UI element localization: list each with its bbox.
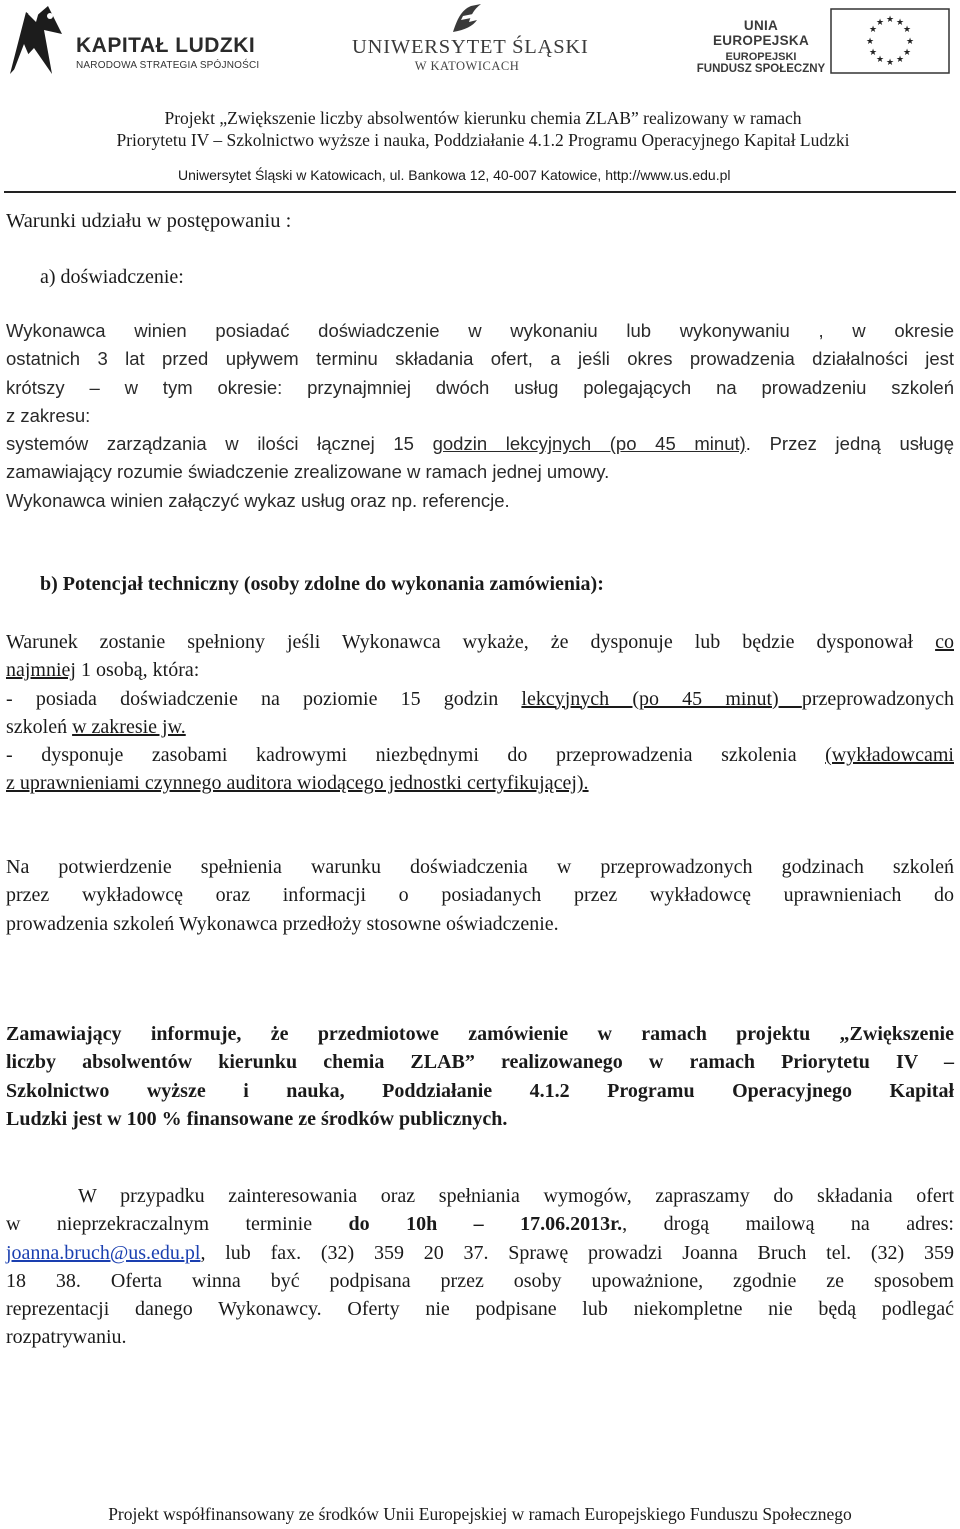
section-a-label: a) doświadczenie: [40, 266, 184, 288]
section-a-line: z zakresu: [6, 404, 91, 426]
eu-line-3: FUNDUSZ SPOŁECZNY [696, 63, 826, 75]
section-a-line: ostatnich 3 lat przed upływem terminu składania ofert, a jeśli okres prowadzenia działalności jest [6, 348, 954, 370]
section-b-line: - posiada doświadczenie na poziomie 15 godzin lekcyjnych (po 45 minut) przeprowadzonych [6, 687, 954, 710]
section-a-line: Wykonawca winien posiadać doświadczenie w wykonaniu lub wykonywaniu , w okresie [6, 320, 954, 341]
section-b-label: b) Potencjał techniczny (osoby zdolne do wykonania zamówienia): [40, 573, 604, 595]
kapital-ludzki-subtitle: NARODOWA STRATEGIA SPÓJNOŚCI [76, 60, 260, 71]
section-a-line-services: systemów zarządzania w ilości łącznej 15 godzin lekcyjnych (po 45 minut). Przez jedną usługę [6, 433, 954, 455]
university-city: W KATOWICACH [414, 59, 520, 73]
svg-text:★: ★ [895, 55, 905, 65]
svg-text:★: ★ [902, 48, 912, 58]
section-a-line: zamawiający rozumie świadczenie zrealizowane w ramach jednej umowy. [6, 461, 610, 483]
confirmation-line: Na potwierdzenie spełnienia warunku doświadczenia w przeprowadzonych godzinach szkoleń [6, 856, 954, 878]
closing-line: reprezentacji danego Wykonawcy. Oferty nie podpisane lub niekompletne nie będą podlegać [6, 1298, 954, 1321]
section-a-line: krótszy – w tym okresie: przynajmniej dwóch usług polegających na prowadzeniu szkoleń [6, 376, 954, 398]
section-a-line: Wykonawca winien załączyć wykaz usług oraz np. referencje. [6, 489, 510, 511]
closing-paragraph [6, 1182, 954, 1352]
university-address: Uniwersytet Śląski w Katowicach, ul. Bankowa 12, 40-007 Katowice, http://www.us.edu.pl [178, 167, 731, 183]
section-b-line: z uprawnieniami czynnego auditora wiodącego jednostki certyfikującej). [6, 772, 589, 795]
confirmation-line: prowadzenia szkoleń Wykonawca przedłoży stosowne oświadczenie. [6, 912, 559, 935]
project-description [48, 107, 918, 151]
funding-line: Szkolnictwo wyższe i nauka, Poddziałanie 4.1.2 Programu Operacyjnego Kapitał [6, 1079, 954, 1102]
svg-text:★: ★ [885, 15, 895, 25]
closing-line-deadline: w nieprzekraczalnym terminie do 10h – 17.06.2013r., drogą mailową na adres: [6, 1213, 954, 1236]
university-emblem-icon [447, 2, 487, 36]
kapital-ludzki-emblem-icon [4, 4, 70, 76]
funding-line: Zamawiający informuje, że przedmiotowe zamówienie w ramach projektu „Zwiększenie [6, 1023, 954, 1045]
header-logos [0, 0, 960, 100]
svg-text:★: ★ [905, 37, 915, 47]
closing-line: 18 38. Oferta winna być podpisana przez osoby upoważnione, zgodnie ze sposobem [6, 1269, 954, 1292]
funding-paragraph [6, 1020, 954, 1133]
cofinancing-footer: Projekt współfinansowany ze środków Unii Europejskiej w ramach Europejskiego Funduszu Społecznego [108, 1504, 852, 1524]
conditions-heading: Warunki udziału w postępowaniu : [6, 210, 292, 232]
svg-text:★: ★ [902, 25, 912, 35]
lesson-hours-text: godzin lekcyjnych (po 45 minut) [432, 433, 746, 455]
svg-text:★: ★ [895, 18, 905, 28]
university-name: UNIWERSYTET ŚLĄSKI [352, 36, 589, 58]
confirmation-line: przez wykładowcę oraz informacji o posiadanych przez wykładowcę uprawnieniach do [6, 884, 954, 907]
project-line-1: Projekt „Zwiększenie liczby absolwentów kierunku chemia ZLAB” realizowany w ramach [164, 108, 802, 128]
confirmation-paragraph [6, 853, 954, 938]
closing-line: rozpatrywaniu. [6, 1326, 127, 1349]
eu-line-2: EUROPEJSKI [725, 51, 797, 63]
svg-text:★: ★ [875, 18, 885, 28]
eu-flag-icon [830, 8, 950, 74]
section-b-line: szkoleń w zakresie jw. [6, 715, 186, 738]
svg-text:★: ★ [875, 55, 885, 65]
section-b-body [6, 628, 954, 798]
funding-line: Ludzki jest w 100 % finansowane ze środków publicznych. [6, 1107, 508, 1130]
eu-logo [690, 6, 952, 80]
funding-line: liczby absolwentów kierunku chemia ZLAB” realizowanego w ramach Priorytetu IV – [6, 1051, 954, 1074]
closing-line: W przypadku zainteresowania oraz spełniania wymogów, zapraszamy do składania ofert [78, 1185, 954, 1207]
kapital-ludzki-title: KAPITAŁ LUDZKI [76, 34, 256, 57]
closing-line-contact: joanna.bruch@us.edu.pl, lub fax. (32) 359 20 37. Sprawę prowadzi Joanna Bruch tel. (32) 359 [6, 1241, 954, 1264]
section-b-line: Warunek zostanie spełniony jeśli Wykonawca wykaże, że dysponuje lub będzie dysponował co [6, 631, 954, 653]
project-line-2: Priorytetu IV – Szkolnictwo wyższe i nauka, Poddziałanie 4.1.2 Programu Operacyjnego Kapitał Ludzki [116, 130, 850, 150]
kapital-ludzki-logo [4, 4, 264, 80]
section-b-line: najmniej 1 osobą, która: [6, 659, 200, 682]
deadline-text: do 10h – 17.06.2013r. [348, 1213, 623, 1236]
eu-line-1: UNIA EUROPEJSKA [712, 18, 810, 48]
header-divider [4, 191, 956, 193]
svg-text:★: ★ [868, 25, 878, 35]
svg-text:★: ★ [865, 37, 875, 47]
section-a-body [6, 317, 954, 515]
svg-text:★: ★ [868, 48, 878, 58]
university-logo [352, 2, 589, 78]
email-link[interactable]: joanna.bruch@us.edu.pl [6, 1241, 201, 1264]
svg-text:★: ★ [885, 58, 895, 68]
section-b-line: - dysponuje zasobami kadrowymi niezbędnymi do przeprowadzenia szkolenia (wykładowcami [6, 744, 954, 767]
